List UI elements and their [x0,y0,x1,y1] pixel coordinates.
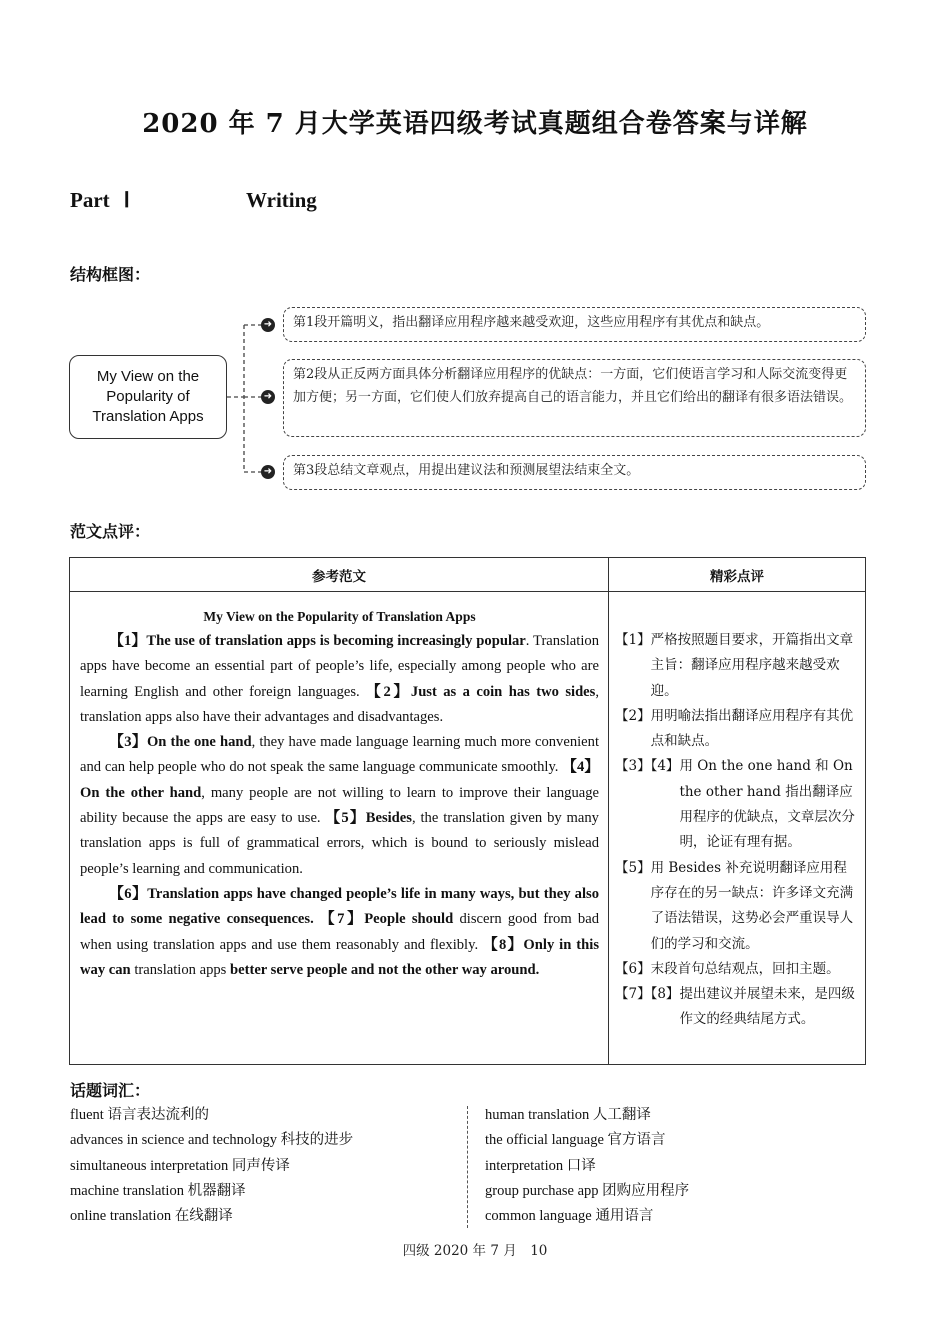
essay-paragraph: 【3】On the one hand, they have made language learning much more convenient and can help people who do not speak the same language communicate smoothly. 【4】On the other hand, many people are not willing to learn to improve their language ability because the apps are easy to use. 【5】Besides, the translation given by many translation apps is full of grammatical errors, which is bound to seriously mislead people’s learning and communication. [80,734,599,877]
vocab-item: interpretation 口译 [485,1157,596,1174]
structure-center-topic: My View on the Popularity of Translation Apps [69,355,227,439]
vocab-item: online translation 在线翻译 [70,1208,233,1225]
vocab-item: machine translation 机器翻译 [70,1182,246,1199]
arrow-right-icon: ➜ [261,465,275,479]
vocab-item: fluent 语言表达流利的 [70,1107,209,1123]
column-header-comments: 精彩点评 [609,558,866,592]
page-footer: 四级 2020 年 7 月 10 [402,1243,548,1259]
vocab-list-left [70,1103,353,1229]
comment-item: 【5】 用 Besides 补充说明翻译应用程序存在的另一缺点：许多译文充满了语法错误，这势必会严重误导人们的学习和交流。 [615,859,854,952]
structure-heading: 结构框图： [70,265,151,284]
review-table [69,557,866,1065]
vocab-heading: 话题词汇： [70,1081,151,1100]
arrow-right-icon: ➜ [261,318,275,332]
structure-paragraph-3: 第3段总结文章观点，用提出建议法和预测展望法结束全文。 [283,455,866,490]
comment-item: 【2】 用明喻法指出翻译应用程序有其优点和缺点。 [615,707,854,750]
vocab-list-right [485,1103,689,1229]
vocab-item: human translation 人工翻译 [485,1107,651,1123]
part-numeral: Ⅰ [123,188,130,212]
column-header-essay: 参考范文 [70,558,609,592]
vocab-divider [467,1106,468,1228]
vocab-item: advances in science and technology 科技的进步 [70,1132,354,1149]
comments-cell [609,592,866,1065]
comment-item: 【7】【8】 提出建议并展望未来，是四级作文的经典结尾方式。 [615,986,855,1028]
part-word: Part [70,188,110,212]
essay-title: My View on the Popularity of Translation Apps [203,609,476,624]
review-heading: 范文点评： [70,522,151,541]
vocab-item: simultaneous interpretation 同声传译 [70,1157,290,1174]
comment-item: 【3】【4】 用 On the one hand 和 On the other hand 指出翻译应用程序的优缺点，文章层次分明，论证有理有据。 [615,758,855,851]
vocab-item: group purchase app 团购应用程序 [485,1182,690,1199]
comment-item: 【6】 末段首句总结观点，回扣主题。 [615,960,840,977]
page-title: 2020 年 7 月大学英语四级考试真题组合卷答案与详解 [142,109,808,139]
vocab-item: the official language 官方语言 [485,1132,666,1149]
essay-cell [70,592,609,1065]
structure-paragraph-2: 第2段从正反两方面具体分析翻译应用程序的优缺点：一方面，它们使语言学习和人际交流变得更加方便；另一方面，它们使人们放弃提高自己的语言能力，并且它们给出的翻译有很多语法错误。 [283,359,866,437]
vocab-item: common language 通用语言 [485,1208,654,1225]
arrow-right-icon: ➜ [261,390,275,404]
essay-paragraph: 【6】Translation apps have changed people’s life in many ways, but they also lead to some negative consequences. 【7】People should discern good from bad when using translation apps and use them reasonably and flexibly. 【8】Only in this way can translation apps better serve people and not the other way around. [80,885,599,978]
comment-item: 【1】 严格按照题目要求，开篇指出文章主旨：翻译应用程序越来越受欢迎。 [615,632,854,699]
part-title: Writing [246,188,317,212]
structure-paragraph-1: 第1段开篇明义，指出翻译应用程序越来越受欢迎，这些应用程序有其优点和缺点。 [283,307,866,342]
essay-paragraph: 【1】The use of translation apps is becoming increasingly popular. Translation apps have become an essential part of people’s life, especially among people who are learning English and other foreign languages. 【2】Just as a coin has two sides, translation apps also have their advantages and disadvantages. [80,633,599,725]
structure-connectors [0,0,950,520]
